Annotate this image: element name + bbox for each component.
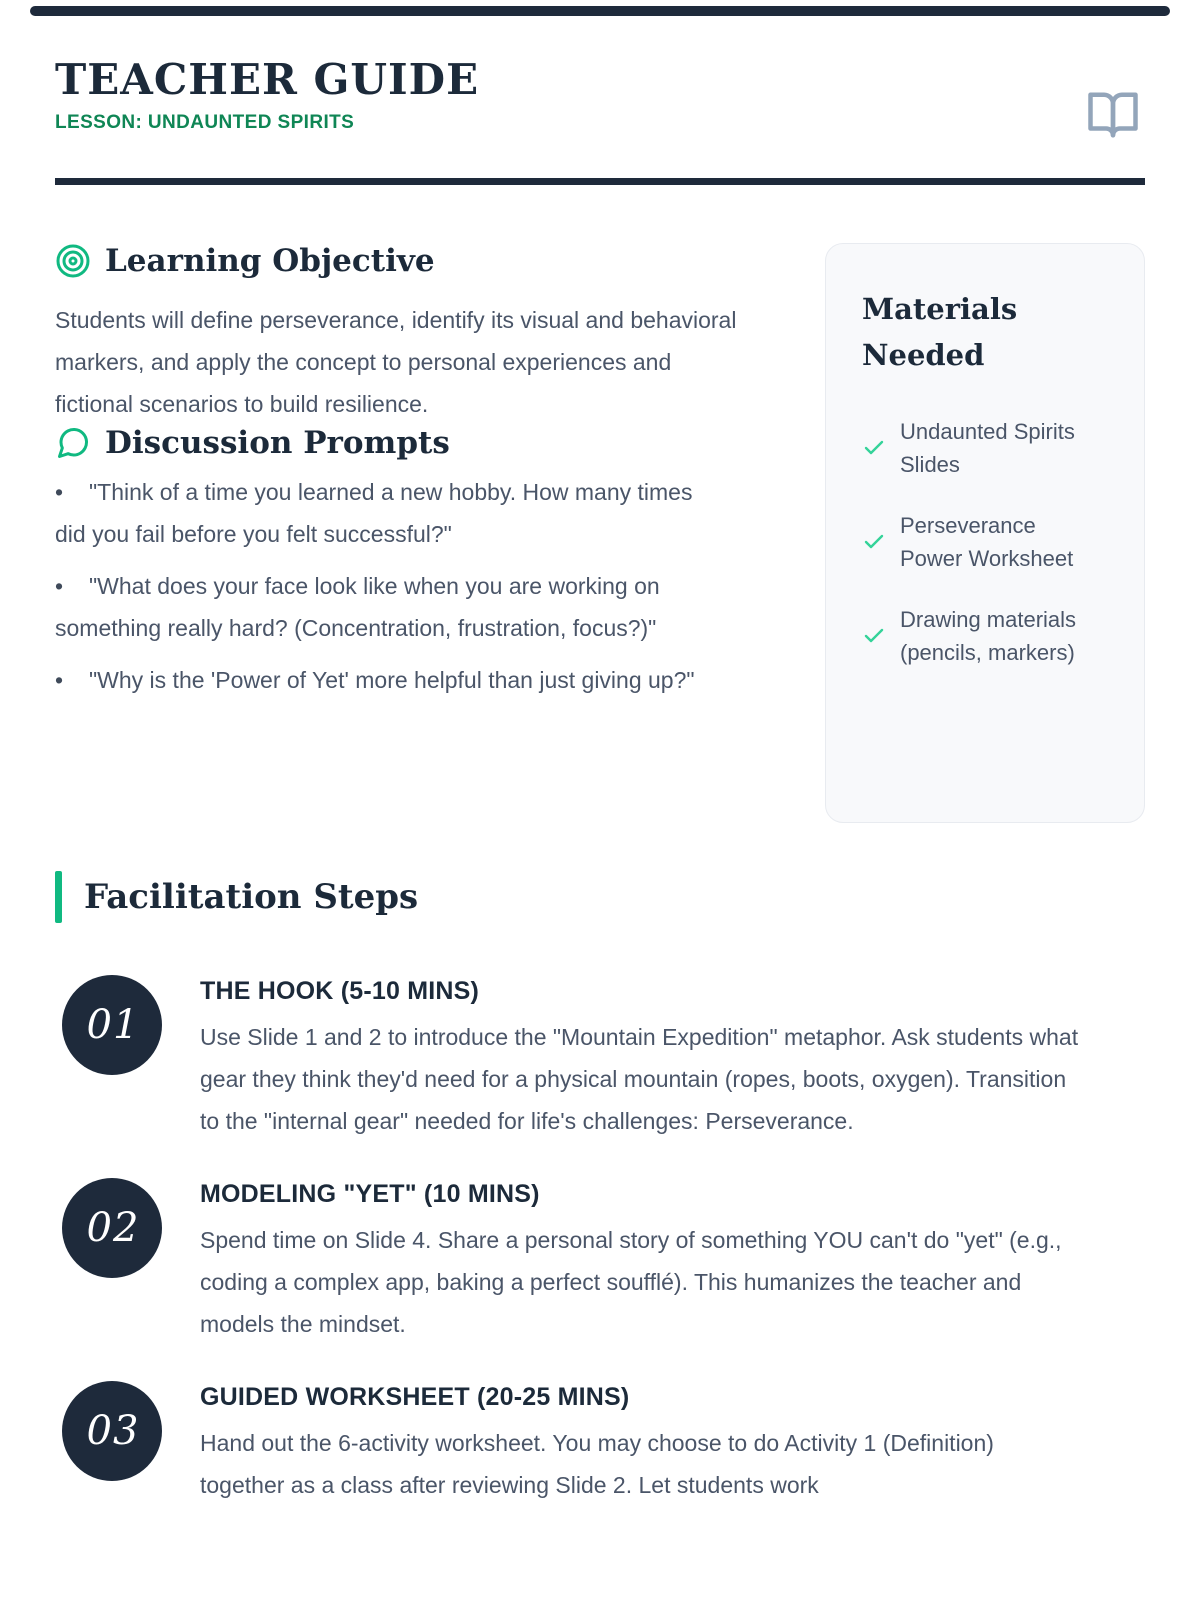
list-item xyxy=(55,659,695,701)
materials-heading: Materials Needed xyxy=(862,292,1018,373)
header-divider xyxy=(55,178,1145,185)
discussion-prompts-heading-label: Discussion Prompts xyxy=(105,425,450,462)
step-title: MODELING "YET" (10 MINS) xyxy=(200,1180,540,1209)
step-title: THE HOOK (5-10 MINS) xyxy=(200,977,480,1006)
bullet-dot: • xyxy=(55,667,64,694)
prompt-text: "Why is the 'Power of Yet' more helpful than just giving up?" xyxy=(89,667,695,694)
checkmark-icon xyxy=(862,436,886,460)
facilitation-steps-list xyxy=(55,975,1145,1506)
list-item xyxy=(862,509,1108,575)
list-item xyxy=(55,471,695,555)
green-accent-bar xyxy=(55,871,62,923)
left-column xyxy=(55,243,765,701)
target-icon xyxy=(55,243,91,279)
header xyxy=(55,55,1145,134)
top-accent-bar xyxy=(30,6,1170,16)
speech-bubble-icon xyxy=(55,425,91,461)
step-number-badge: 02 xyxy=(62,1178,162,1278)
discussion-prompts-list xyxy=(55,471,765,701)
bullet-dot: • xyxy=(55,479,64,506)
facilitation-steps-heading xyxy=(55,871,1145,923)
materials-needed-card xyxy=(825,243,1145,823)
lesson-label: LESSON: UNDAUNTED SPIRITS xyxy=(55,112,355,134)
facilitation-steps-heading-label: Facilitation Steps xyxy=(84,877,419,918)
list-item xyxy=(862,603,1108,669)
step-content xyxy=(200,1381,1080,1506)
step-item-2 xyxy=(62,1178,1145,1345)
material-text: Undaunted Spirits Slides xyxy=(900,418,1075,477)
learning-objective-text: Students will define perseverance, identify its visual and behavioral markers, and apply the concept to personal experiences and fictional scenarios to build resilience. xyxy=(55,307,737,418)
list-item xyxy=(862,415,1108,481)
prompt-text: "Think of a time you learned a new hobby. How many times did you fail before you felt successful?" xyxy=(55,479,693,548)
step-content xyxy=(200,1178,1080,1345)
checkmark-icon xyxy=(862,530,886,554)
step-number-badge: 03 xyxy=(62,1381,162,1481)
main-content xyxy=(55,243,1145,823)
learning-objective-heading xyxy=(55,243,765,279)
page-title: TEACHER GUIDE xyxy=(55,55,480,104)
step-content xyxy=(200,975,1080,1142)
step-number-badge: 01 xyxy=(62,975,162,1075)
step-description: Spend time on Slide 4. Share a personal story of something YOU can't do "yet" (e.g., coding a complex app, baking a perfect soufflé). This humanizes the teacher and models the mindset. xyxy=(200,1227,1062,1338)
prompt-text: "What does your face look like when you are working on something really hard? (Concentration, frustration, focus?)" xyxy=(55,573,660,642)
open-book-icon xyxy=(1086,88,1140,147)
step-description: Use Slide 1 and 2 to introduce the "Mountain Expedition" metaphor. Ask students what gear they think they'd need for a physical mountain (ropes, boots, oxygen). Transition to the "internal gear" needed for life's challenges: Perseverance. xyxy=(200,1024,1079,1135)
step-description: Hand out the 6-activity worksheet. You may choose to do Activity 1 (Definition) together as a class after reviewing Slide 2. Let students work xyxy=(200,1430,994,1499)
list-item xyxy=(55,565,695,649)
material-text: Perseverance Power Worksheet xyxy=(900,512,1074,571)
step-item-3 xyxy=(62,1381,1145,1506)
bullet-dot: • xyxy=(55,573,64,600)
step-item-1 xyxy=(62,975,1145,1142)
step-title: GUIDED WORKSHEET (20-25 MINS) xyxy=(200,1383,630,1412)
discussion-prompts-heading xyxy=(55,425,765,461)
material-text: Drawing materials (pencils, markers) xyxy=(900,606,1077,665)
checkmark-icon xyxy=(862,624,886,648)
learning-objective-heading-label: Learning Objective xyxy=(105,243,435,280)
